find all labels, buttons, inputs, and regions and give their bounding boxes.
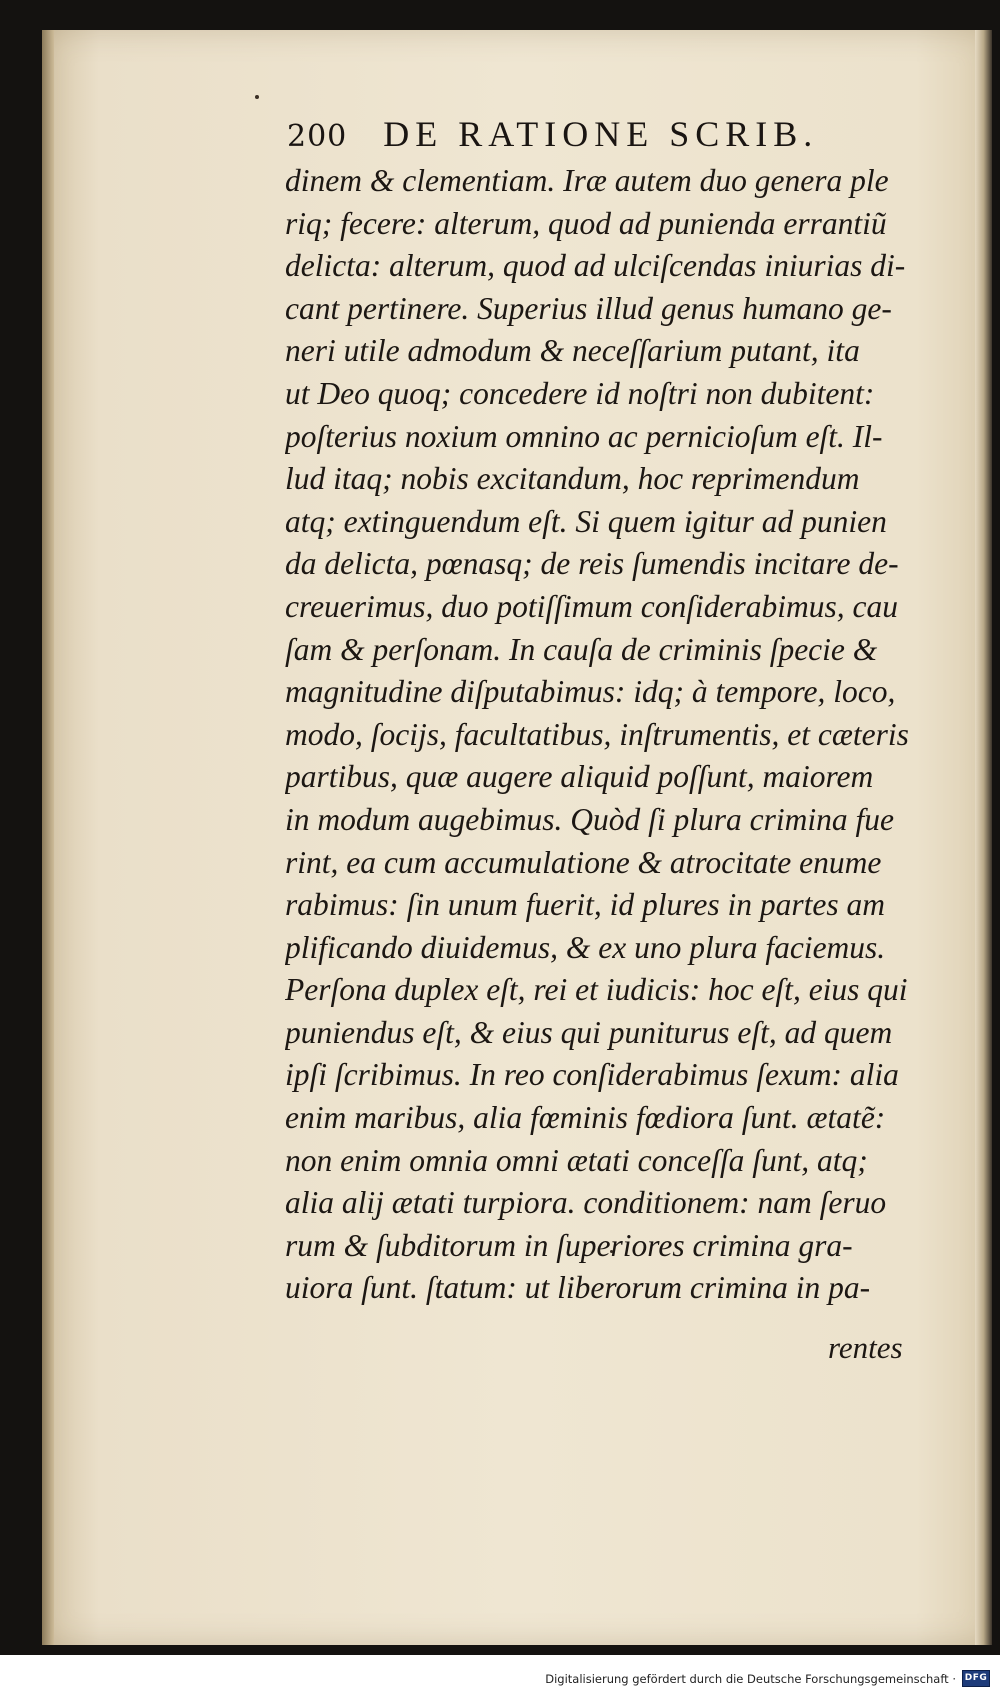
text-line: rum & ſubditorum in ſuperiores crimina gra- [285,1227,853,1263]
text-line: rint, ea cum accumulatione & atrocitate enume [285,844,882,880]
text-line: alia alij ætati turpiora. conditionem: nam ſeruo [285,1185,887,1221]
text-line: modo, ſocijs, facultatibus, inſtrumentis, et cæteris [285,716,909,752]
text-line: da delicta, pœnasq; de reis ſumendis incitare de- [285,546,899,582]
catchword: rentes [828,1330,903,1365]
paper-speck [255,95,259,99]
text-line: enim maribus, alia fœminis fœdiora ſunt. ætatẽ: [285,1100,886,1136]
text-line: riq; fecere: alterum, quod ad punienda errantiũ [285,205,887,241]
text-line: Perſona duplex eſt, rei et iudicis: hoc eſt, eius qui [285,972,908,1008]
text-line: delicta: alterum, quod ad ulciſcendas iniurias di- [285,248,906,284]
page-fore-edge [975,30,992,1645]
running-title: DE RATIONE SCRIB. [383,114,819,154]
text-line: ſam & perſonam. In cauſa de criminis ſpecie & [285,631,878,667]
text-line: plificando diuidemus, & ex uno plura faciemus. [285,929,886,965]
text-line: creuerimus, duo potiſſimum conſiderabimus, cau [285,588,899,624]
dfg-logo: DFG [962,1670,990,1687]
text-line: dinem & clementiam. Iræ autem duo genera ple [285,163,889,198]
page-number: 200 [287,119,348,154]
text-line: in modum augebimus. Quòd ſi plura crimina fue [285,801,894,837]
text-line: uiora ſunt. ſtatum: ut liberorum crimina in pa- [285,1270,871,1306]
body-text [285,160,925,1310]
text-line: magnitudine diſputabimus: idq; à tempore, loco, [285,674,896,710]
digitization-credit: Digitalisierung gefördert durch die Deutsche Forschungsgemeinschaft · [545,1672,956,1686]
text-line: ipſi ſcribimus. In reo conſiderabimus ſexum: alia [285,1057,899,1093]
page-gutter-shadow [42,30,54,1645]
text-line: puniendus eſt, & eius qui puniturus eſt, ad quem [285,1014,893,1050]
text-line: neri utile admodum & neceſſarium putant, ita [285,333,860,369]
text-line: lud itaq; nobis excitandum, hoc reprimendum [285,461,860,497]
text-line: rabimus: ſin unum fuerit, id plures in partes am [285,887,885,923]
text-line: partibus, quæ augere aliquid poſſunt, maiorem [285,759,874,795]
page-header [287,113,847,165]
text-line: poſterius noxium omnino ac pernicioſum eſt. Il- [285,418,883,454]
text-line: non enim omnia omni ætati conceſſa ſunt, atq; [285,1142,868,1178]
text-line: cant pertinere. Superius illud genus humano ge- [285,290,892,326]
text-line: atq; extinguendum eſt. Si quem igitur ad punien [285,503,887,539]
text-line: ut Deo quoq; concedere id noſtri non dubitent: [285,375,875,411]
